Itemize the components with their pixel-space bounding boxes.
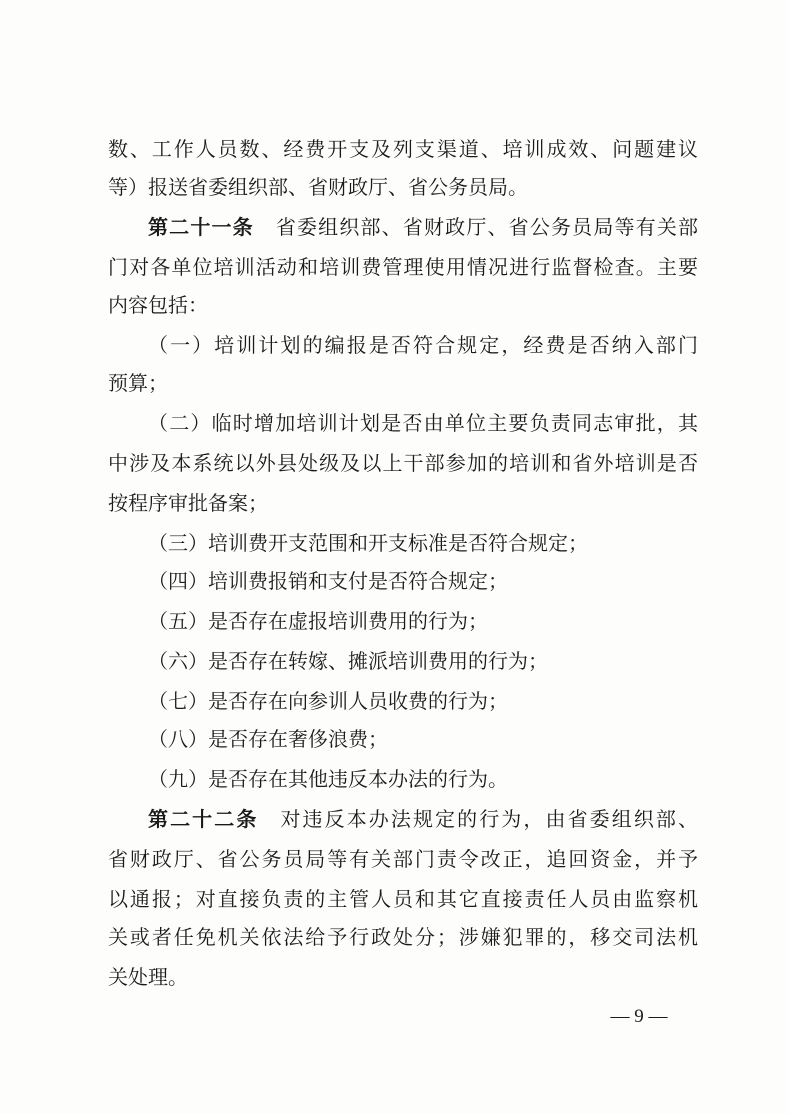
paragraph-line: 等）报送省委组织部、省财政厅、省公务员局。	[108, 175, 528, 199]
article-21-heading	[148, 212, 698, 242]
page-number: — 9 —	[610, 1006, 668, 1027]
list-item: （四）培训费报销和支付是否符合规定；	[148, 569, 508, 593]
paragraph-line: 中涉及本系统以外县处级及以上干部参加的培训和省外培训是否	[108, 451, 698, 475]
paragraph-line: 数、工作人员数、经费开支及列支渠道、培训成效、问题建议	[108, 137, 698, 161]
paragraph-line: 按程序审批备案；	[108, 491, 268, 515]
list-item: （七）是否存在向参训人员收费的行为；	[148, 689, 508, 713]
paragraph-line: 预算；	[108, 371, 168, 395]
list-item: （三）培训费开支范围和开支标准是否符合规定；	[148, 531, 588, 555]
article-22-heading	[148, 804, 698, 834]
list-item: （五）是否存在虚报培训费用的行为；	[148, 609, 488, 633]
paragraph-line: 省财政厅、省公务员局等有关部门责令改正，追回资金，并予	[108, 847, 698, 871]
list-item: （九）是否存在其他违反本办法的行为。	[148, 767, 508, 791]
article-22-text: 对违反本办法规定的行为，由省委组织部、	[280, 807, 698, 831]
list-item: （八）是否存在奢侈浪费；	[148, 727, 388, 751]
article-21-number: 第二十一条	[148, 215, 254, 239]
paragraph-line: 门对各单位培训活动和培训费管理使用情况进行监督检查。主要	[108, 255, 698, 279]
paragraph-line: 关或者任免机关依法给予行政处分；涉嫌犯罪的，移交司法机	[108, 925, 698, 949]
list-item: （六）是否存在转嫁、摊派培训费用的行为；	[148, 649, 548, 673]
list-item: （一）培训计划的编报是否符合规定，经费是否纳入部门	[148, 333, 698, 357]
article-21-text: 省委组织部、省财政厅、省公务员局等有关部	[275, 215, 698, 239]
paragraph-line: 内容包括：	[108, 293, 208, 317]
article-22-number: 第二十二条	[148, 807, 259, 831]
list-item: （二）临时增加培训计划是否由单位主要负责同志审批，其	[148, 411, 698, 435]
paragraph-line: 以通报；对直接负责的主管人员和其它直接责任人员由监察机	[108, 887, 698, 911]
paragraph-line: 关处理。	[108, 965, 188, 989]
